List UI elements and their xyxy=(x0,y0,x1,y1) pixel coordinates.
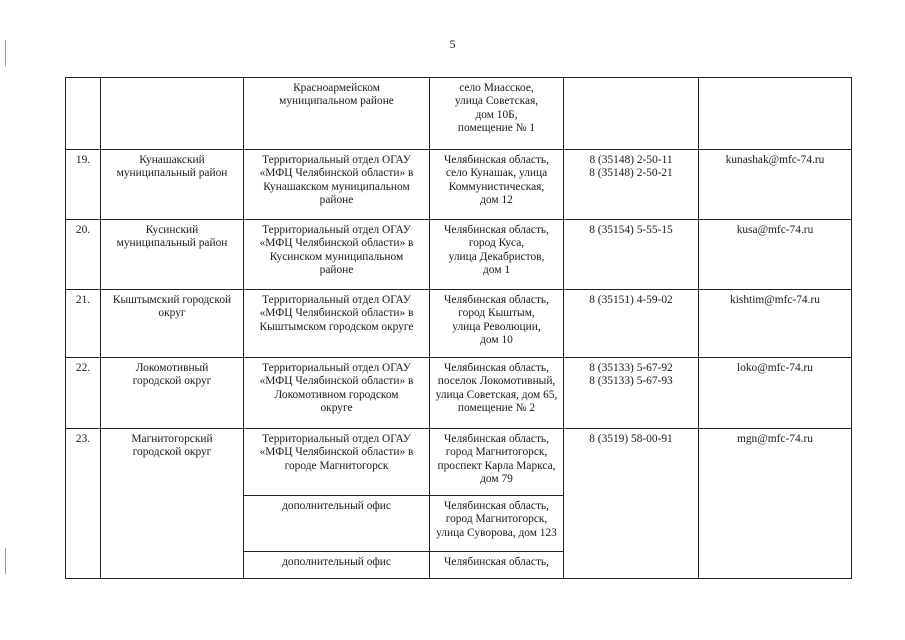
address-line: улица Революции, xyxy=(452,320,541,333)
office-cell xyxy=(244,78,430,150)
address-cell xyxy=(430,429,564,496)
row-number-cell xyxy=(66,150,101,220)
email-cell xyxy=(699,150,852,220)
office-cell xyxy=(244,358,430,429)
address-line: село Кунашак, улица xyxy=(445,167,548,180)
office-line: районе xyxy=(319,264,354,277)
district-cell xyxy=(101,290,244,358)
office-line: районе xyxy=(319,194,354,207)
phone-cell xyxy=(564,429,699,579)
address-line: город Куса, xyxy=(468,237,525,250)
office-line: округе xyxy=(320,402,353,415)
address-line: Челябинская область, xyxy=(444,362,549,374)
office-cell xyxy=(244,496,430,552)
office-line: «МФЦ Челябинской области» в xyxy=(259,446,414,459)
office-cell xyxy=(244,220,430,290)
phone-number: 8 (35148) 2-50-11 xyxy=(589,154,673,166)
district-cell xyxy=(101,150,244,220)
phone-cell xyxy=(564,78,699,150)
address-line: город Кыштым, xyxy=(458,307,535,320)
district-line: городской округ xyxy=(132,446,212,459)
office-line: Красноармейском xyxy=(293,82,380,94)
office-line: Локомотивном городском xyxy=(274,388,399,401)
address-line: Челябинская область, xyxy=(444,224,549,236)
address-line: поселок Локомотивный, xyxy=(437,375,556,388)
address-line: Челябинская область, xyxy=(444,500,549,512)
address-line: Коммунистическая, xyxy=(448,180,545,193)
district-line: муниципальный район xyxy=(116,167,228,180)
address-line: город Магнитогорск, xyxy=(445,513,548,526)
address-line: дом 10 xyxy=(480,334,513,347)
address-line: Челябинская область, xyxy=(444,154,549,166)
office-line: «МФЦ Челябинской области» в xyxy=(259,167,414,180)
email-cell xyxy=(699,358,852,429)
address-line: Челябинская область, xyxy=(444,556,549,568)
table-row xyxy=(66,429,852,496)
row-number: 23. xyxy=(75,433,91,445)
address-cell xyxy=(430,358,564,429)
district-line: Кыштымский городской xyxy=(112,294,232,306)
page-number: 5 xyxy=(449,37,456,51)
phone-cell xyxy=(564,290,699,358)
row-number-cell xyxy=(66,290,101,358)
office-line: Территориальный отдел ОГАУ xyxy=(262,294,411,306)
office-line: Кыштымском городском округе xyxy=(259,320,414,333)
district-line: округ xyxy=(158,307,186,320)
address-line: Челябинская область, xyxy=(444,433,549,445)
district-line: городской округ xyxy=(132,375,212,388)
row-number-cell xyxy=(66,220,101,290)
address-line: село Миасское, xyxy=(459,82,534,94)
office-line: Территориальный отдел ОГАУ xyxy=(262,154,411,166)
row-number: 21. xyxy=(75,294,91,306)
office-line: Кунашакском муниципальном xyxy=(263,180,410,193)
address-line: дом 12 xyxy=(480,194,513,207)
office-cell xyxy=(244,552,430,579)
email: kunashak@mfc-74.ru xyxy=(725,154,825,166)
phone-cell xyxy=(564,220,699,290)
office-line: «МФЦ Челябинской области» в xyxy=(259,307,414,320)
scan-mark-bottom xyxy=(5,548,6,574)
address-line: проспект Карла Маркса, xyxy=(437,459,556,472)
table-row xyxy=(66,290,852,358)
address-line: дом 79 xyxy=(480,473,513,486)
district-line: Кунашакский xyxy=(139,154,205,166)
address-cell xyxy=(430,496,564,552)
phone-cell xyxy=(564,358,699,429)
address-cell xyxy=(430,290,564,358)
email: mgn@mfc-74.ru xyxy=(737,433,813,445)
email: kusa@mfc-74.ru xyxy=(736,224,814,236)
email-cell xyxy=(699,78,852,150)
office-cell xyxy=(244,290,430,358)
address-line: дом 10Б, xyxy=(475,108,518,121)
address-cell xyxy=(430,220,564,290)
district-line: муниципальный район xyxy=(116,237,228,250)
address-cell xyxy=(430,552,564,579)
mfc-offices-table xyxy=(65,77,852,579)
address-cell xyxy=(430,150,564,220)
email: loko@mfc-74.ru xyxy=(737,362,813,374)
district-cell xyxy=(101,358,244,429)
office-line: «МФЦ Челябинской области» в xyxy=(259,237,414,250)
phone-number: 8 (35148) 2-50-21 xyxy=(589,167,673,180)
address-line: помещение № 1 xyxy=(457,122,536,135)
address-line: помещение № 2 xyxy=(457,402,536,415)
address-cell xyxy=(430,78,564,150)
address-line: Челябинская область, xyxy=(444,294,549,306)
district-line: Кусинский xyxy=(145,224,199,236)
address-line: улица Суворова, дом 123 xyxy=(436,526,557,539)
office-line: Территориальный отдел ОГАУ xyxy=(262,362,411,374)
office-cell xyxy=(244,429,430,496)
address-line: улица Декабристов, xyxy=(448,250,545,263)
office-line: городе Магнитогорск xyxy=(284,459,389,472)
office-line: Территориальный отдел ОГАУ xyxy=(262,433,411,445)
address-line: дом 1 xyxy=(482,264,511,277)
district-cell xyxy=(101,429,244,579)
office-line: муниципальном районе xyxy=(279,95,394,108)
table-row xyxy=(66,220,852,290)
phone-cell xyxy=(564,150,699,220)
address-line: город Магнитогорск, xyxy=(445,446,548,459)
table-row xyxy=(66,78,852,150)
table-row xyxy=(66,358,852,429)
address-line: улица Советская, дом 65, xyxy=(435,388,558,401)
row-number-cell xyxy=(66,429,101,579)
district-cell xyxy=(101,220,244,290)
office-line: дополнительный офис xyxy=(282,500,391,512)
office-line: «МФЦ Челябинской области» в xyxy=(259,375,414,388)
row-number: 20. xyxy=(75,224,91,236)
district-line: Локомотивный xyxy=(135,362,209,374)
row-number: 22. xyxy=(75,362,91,374)
phone-number: 8 (3519) 58-00-91 xyxy=(589,433,673,445)
row-number: 19. xyxy=(75,154,91,166)
email: kishtim@mfc-74.ru xyxy=(730,294,820,306)
office-line: Территориальный отдел ОГАУ xyxy=(262,224,411,236)
row-number-cell xyxy=(66,78,101,150)
table-row xyxy=(66,150,852,220)
office-line: дополнительный офис xyxy=(282,556,391,568)
phone-number: 8 (35151) 4-59-02 xyxy=(589,294,673,306)
row-number-cell xyxy=(66,358,101,429)
address-line: улица Советская, xyxy=(454,95,539,108)
email-cell xyxy=(699,220,852,290)
district-line: Магнитогорский xyxy=(131,433,213,445)
office-line: Кусинском муниципальном xyxy=(269,250,404,263)
email-cell xyxy=(699,429,852,579)
phone-number: 8 (35133) 5-67-93 xyxy=(589,375,673,388)
phone-number: 8 (35154) 5-55-15 xyxy=(589,224,673,236)
office-cell xyxy=(244,150,430,220)
phone-number: 8 (35133) 5-67-92 xyxy=(589,362,673,374)
district-cell xyxy=(101,78,244,150)
email-cell xyxy=(699,290,852,358)
